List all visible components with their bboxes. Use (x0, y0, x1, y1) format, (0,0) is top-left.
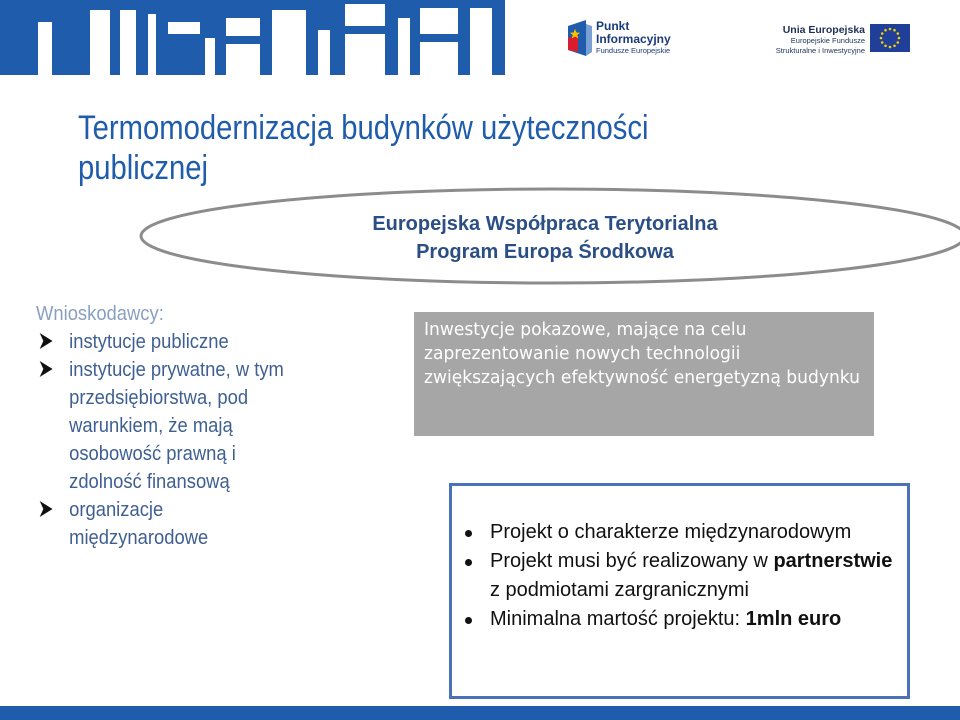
band-shape (90, 10, 110, 75)
list-item (459, 518, 899, 547)
requirement-text: Projekt o charakterze międzynarodowym (490, 521, 852, 543)
applicant-item: instytucje prywatne, w tym przedsiębiorstwa, pod warunkiem, że mają osobowość prawną i zdolność finansową (69, 359, 284, 493)
arrow-bullet-icon (38, 499, 55, 519)
investments-box (414, 312, 874, 436)
program-label (300, 210, 790, 266)
list-item (36, 496, 303, 552)
requirement-text: z podmiotami zargranicznymi (490, 579, 749, 601)
footer-bar (0, 706, 960, 720)
band-shape (226, 44, 260, 75)
band-shape (420, 8, 458, 34)
ue-logo-line2: Europejskie Fundusze (790, 36, 865, 45)
list-item (36, 356, 303, 496)
applicant-item: instytucje publiczne (69, 331, 229, 353)
header-decorative-band (0, 0, 505, 75)
arrow-bullet-icon (38, 331, 55, 351)
program-line1: Europejska Współpraca Terytorialna (372, 213, 718, 235)
requirements-list (459, 518, 899, 634)
program-line2: Program Europa Środkowa (416, 241, 674, 263)
fundusze-europejskie-star-logo-icon (566, 20, 592, 56)
band-shape (345, 4, 385, 26)
applicants-section (36, 300, 303, 552)
punkt-logo-line3: Fundusze Europejskie (596, 46, 671, 55)
band-shape (470, 8, 492, 75)
requirement-bold-text: partnerstwie (773, 550, 893, 572)
band-shape (345, 34, 385, 75)
applicant-item: organizacje międzynarodowe (69, 499, 209, 549)
ue-logo-line3: Strukturalne i Inwestycyjne (775, 46, 865, 55)
band-shape (420, 42, 458, 75)
arrow-bullet-icon (38, 359, 55, 379)
list-item (459, 547, 899, 605)
band-shape (398, 18, 410, 75)
punkt-logo-line1: Punkt (596, 19, 630, 33)
requirement-text: Projekt musi być realizowany w (490, 550, 774, 572)
list-item (459, 605, 899, 634)
band-shape (120, 10, 136, 75)
requirement-bold-text: 1mln euro (745, 608, 842, 630)
band-shape (168, 22, 200, 34)
punkt-logo-line2: Informacyjny (596, 32, 671, 46)
eu-flag-icon (870, 24, 910, 52)
band-shape (318, 30, 330, 75)
band-shape (272, 10, 306, 75)
applicants-list (36, 328, 303, 552)
slide-title: Termomodernizacja budynków użyteczności publicznej (78, 109, 649, 187)
ue-logo-line1: Unia Europejska (782, 24, 865, 36)
requirement-text: Minimalna martość projektu: (490, 608, 746, 630)
band-shape (38, 22, 52, 75)
list-item (36, 328, 303, 356)
band-shape (148, 14, 156, 75)
band-shape (205, 38, 215, 75)
investments-text: Inwestycje pokazowe, mające na celu zaprezentowanie nowych technologii zwiększających efektywność energetyzną budynku (424, 319, 861, 388)
applicants-heading: Wnioskodawcy: (36, 303, 164, 325)
band-shape (226, 18, 260, 36)
